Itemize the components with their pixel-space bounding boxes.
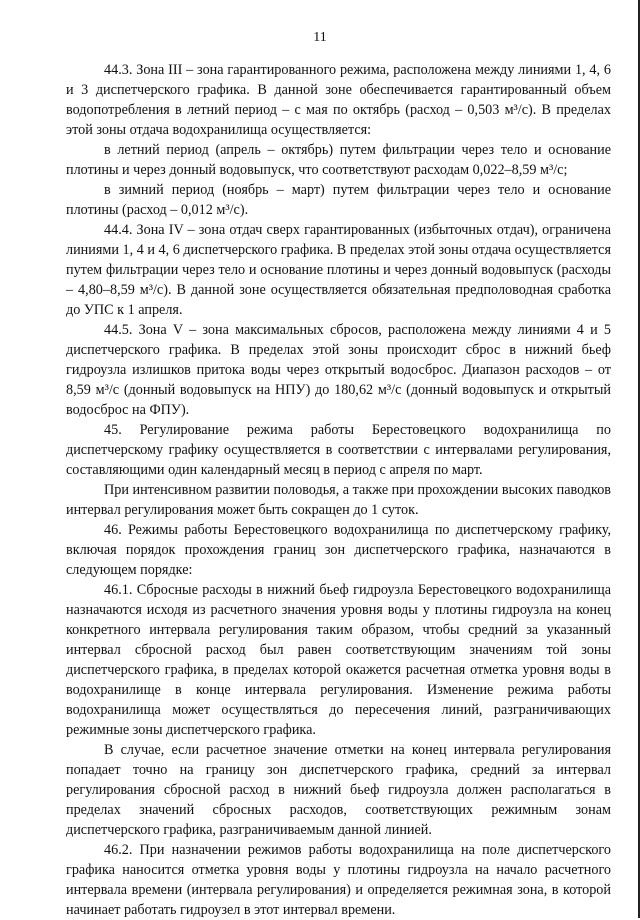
paragraph-44-4: 44.4. Зона IV – зона отдач сверх гарантированных (избыточных отдач), ограничена линиями 1, 4 и 4, 6 диспетчерского графика. В пределах этой зоны отдача осуществляется путем фильтрации через тело и основание плотины и через донный водовыпуск (расходы – 4,80–8,59 м³/с). В данной зоне осуществляется обязательная предполоводная сработка до УПС к 1 апреля.: [66, 222, 611, 318]
paragraph-44-3: 44.3. Зона III – зона гарантированного режима, расположена между линиями 1, 4, 6 и 3 диспетчерского графика. В данной зоне обеспечивается гарантированный объем водопотребления в летний период – с мая по октябрь (расход – 0,503 м³/с). В пределах этой зоны отдача водохранилища осуществляется:: [66, 62, 611, 138]
paragraph-winter-period: в зимний период (ноябрь – март) путем фильтрации через тело и основание плотины (расход – 0,012 м³/с).: [66, 182, 611, 218]
page-number: 11: [313, 30, 327, 45]
paragraph-summer-period: в летний период (апрель – октябрь) путем фильтрации через тело и основание плотины и через донный водовыпуск, что соответствуют расходам 0,022–8,59 м³/с;: [66, 142, 611, 178]
paragraph-45: 45. Регулирование режима работы Берестовецкого водохранилища по диспетчерскому графику осуществляется в соответствии с интервалами регулирования, составляющими один календарный месяц в период с апреля по март.: [66, 422, 611, 478]
document-body: [66, 60, 611, 920]
paragraph-46-1: 46.1. Сбросные расходы в нижний бьеф гидроузла Берестовецкого водохранилища назначаются исходя из расчетного значения уровня воды у плотины гидроузла на конец конкретного интервала регулирования таким образом, чтобы средний за указанный интервал сбросной расход был равен соответствующим значениям той зоны диспетчерского графика, в пределах которой окажется расчетная отметка уровня воды в водохранилище в конце интервала регулирования. Изменение режима работы водохранилища может осуществляться до пересечения линий, разграничивающих режимные зоны диспетчерского графика.: [66, 582, 611, 738]
paragraph-boundary-case: В случае, если расчетное значение отметки на конец интервала регулирования попадает точно на границу зон диспетчерского графика, средний за интервал регулирования сбросной расход в нижний бьеф гидроузла должен располагаться в пределах значений сбросных расходов, соответствующих режимным зонам диспетчерского графика, разграничиваемым данной линией.: [66, 742, 611, 838]
paragraph-flood-interval: При интенсивном развитии половодья, а также при прохождении высоких паводков интервал регулирования может быть сокращен до 1 суток.: [66, 482, 611, 518]
paragraph-44-5: 44.5. Зона V – зона максимальных сбросов, расположена между линиями 4 и 5 диспетчерского графика. В пределах этой зоны происходит сброс в нижний бьеф гидроузла излишков притока воды через открытый водосброс. Диапазон расходов – от 8,59 м³/с (донный водовыпуск на НПУ) до 180,62 м³/с (донный водовыпуск и открытый водосброс на ФПУ).: [66, 322, 611, 418]
paragraph-46-2: 46.2. При назначении режимов работы водохранилища на поле диспетчерского графика наносится отметка уровня воды у плотины гидроузла на начало расчетного интервала времени (интервала регулирования) и определяется режимная зона, в которой начинает работать гидроузел в этот интервал времени.: [66, 842, 611, 918]
paragraph-46: 46. Режимы работы Берестовецкого водохранилища по диспетчерскому графику, включая порядок прохождения границ зон диспетчерского графика, назначаются в следующем порядке:: [66, 522, 611, 578]
